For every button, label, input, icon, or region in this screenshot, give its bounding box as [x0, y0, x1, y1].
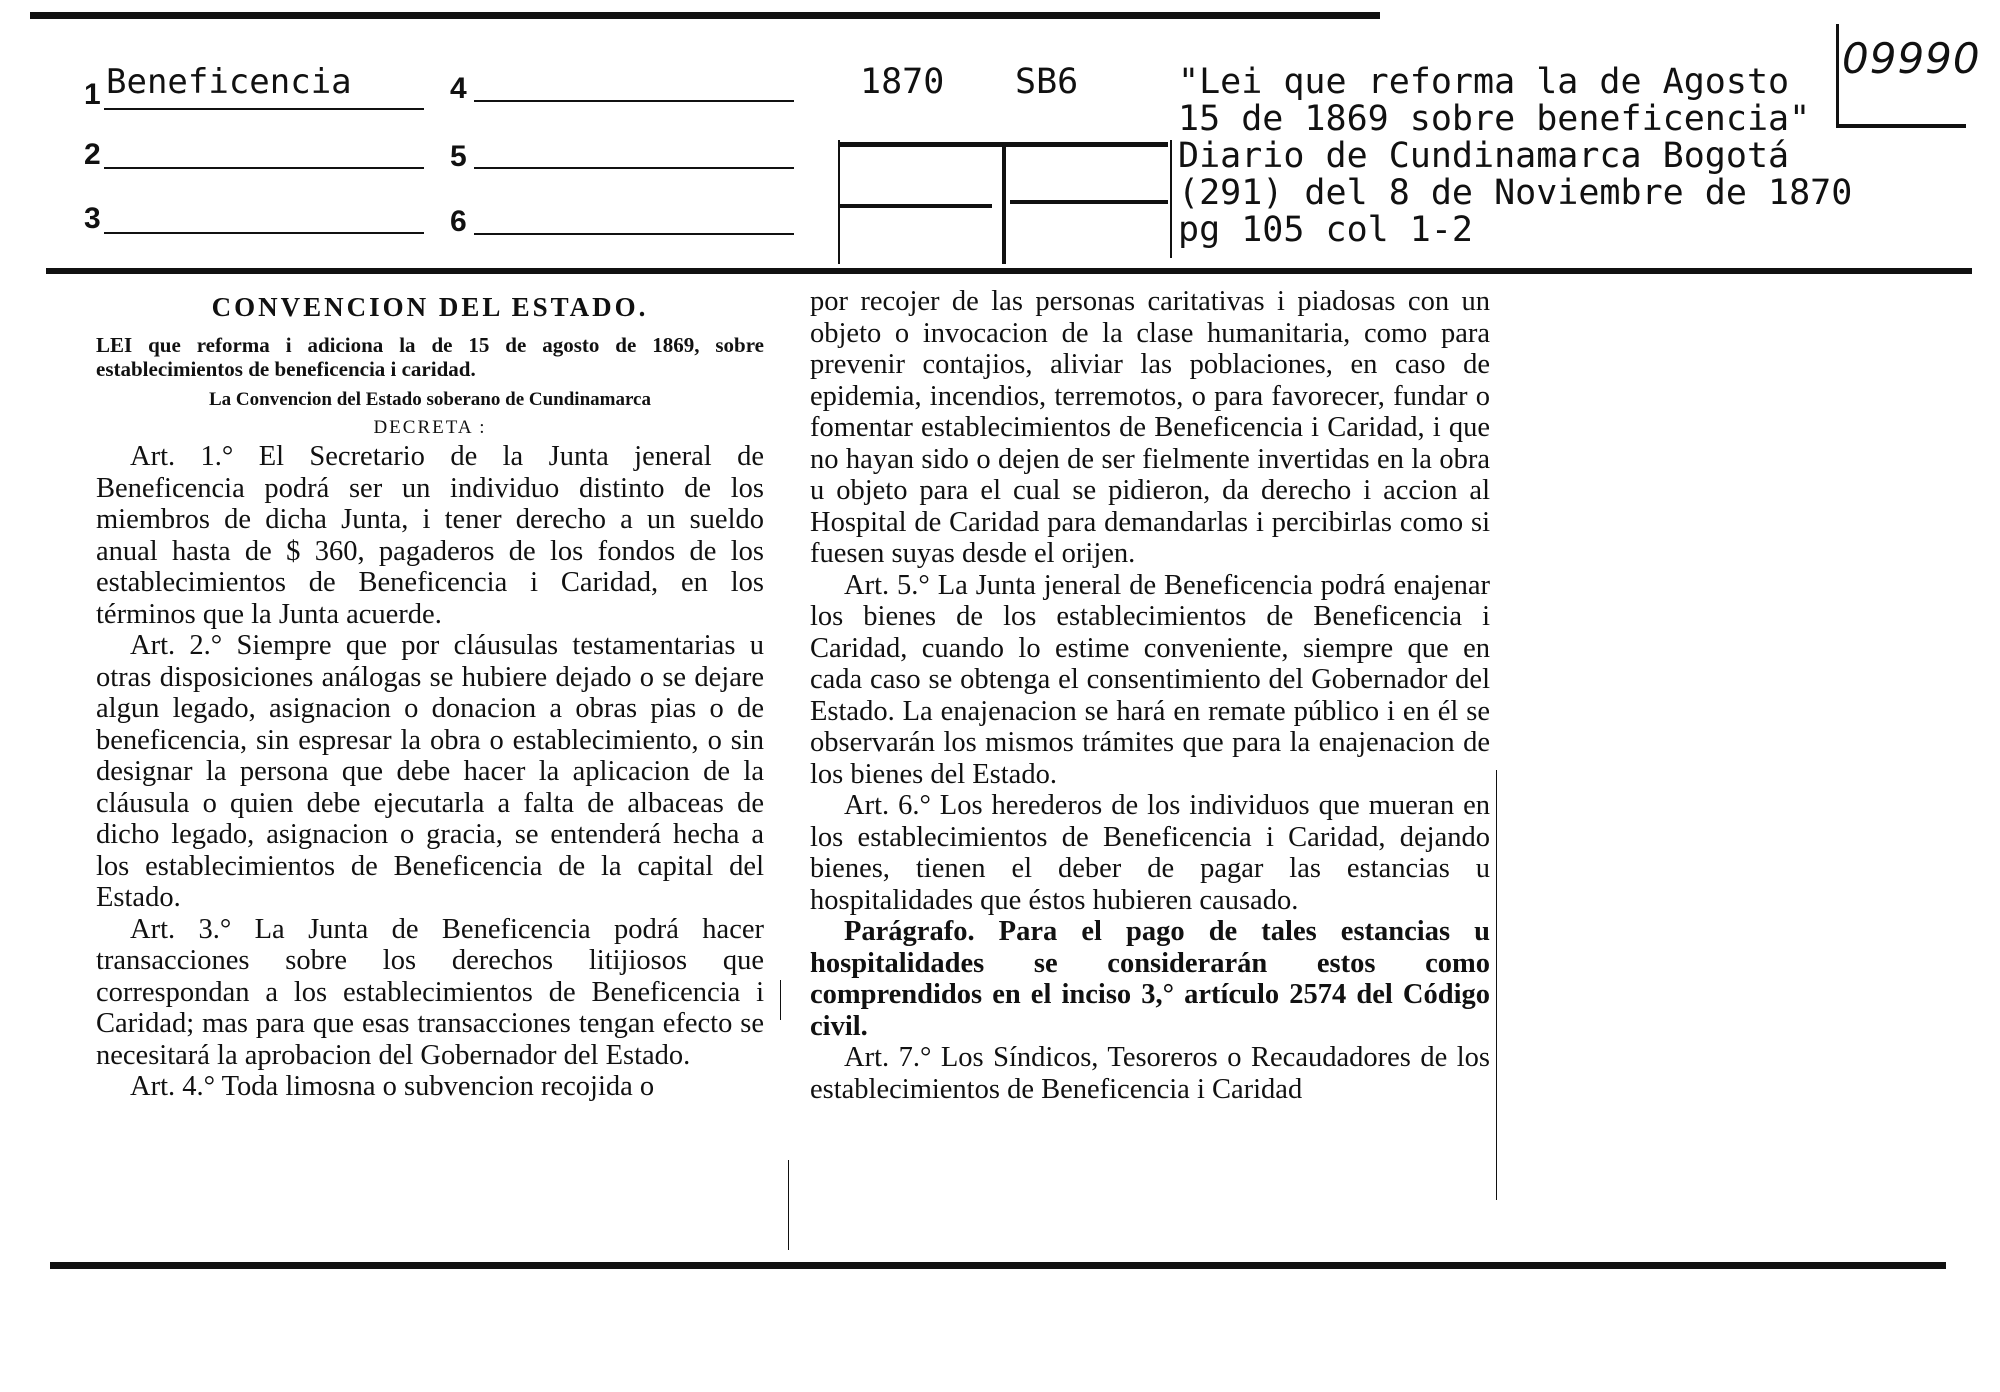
grid-rule-mid-left: [840, 204, 992, 208]
grid-rule-mid-right: [1010, 200, 1168, 204]
article-paragraph: Art. 5.° La Junta jeneral de Beneficencia podrá enajenar los bienes de los establecimientos de Beneficencia i Caridad, cuando lo estime conveniente, siempre que en cada caso se obtenga el consentimiento del Gobernador del Estado. La enajenacion se hará en remate público i en él se observarán los mismos trámites que para la enajenacion de los bienes del Estado.: [810, 569, 1490, 790]
reference-line: (291) del 8 de Noviembre de 1870: [1178, 173, 1853, 213]
article-paragraph: Art. 4.° Toda limosna o subvencion recojida o: [130, 1071, 655, 1102]
field-number: 6: [450, 205, 467, 238]
field-number: 2: [84, 138, 101, 171]
reference-block: [1178, 64, 1852, 249]
card-number-bracket: [1836, 24, 1839, 124]
reference-line: Diario de Cundinamarca Bogotá: [1178, 136, 1790, 176]
card-number-underline: [1836, 124, 1966, 128]
field-line: [104, 232, 424, 234]
issuing-body: La Convencion del Estado soberano de Cundinamarca: [209, 389, 651, 410]
field-line: [104, 167, 424, 169]
article-paragraph: Art. 2.° Siempre que por cláusulas testamentarias u otras disposiciones análogas se hubiere dejado o se dejare algun legado, asignacion o donacion a obras pias o de beneficencia, sin espresar la obra o establecimiento, o sin designar la persona que debe hacer la aplicacion de la cláusula o quien debe ejecutarla a falta de albaceas de dicho legado, asignacion o gracia, se entenderá hecha a los establecimientos de Beneficencia de la capital del Estado.: [96, 630, 764, 913]
reference-line: 15 de 1869 sobre beneficencia": [1178, 99, 1811, 139]
field-value-subject: Beneficencia: [106, 62, 352, 102]
field-line: [474, 233, 794, 235]
reference-line: pg 105 col 1-2: [1178, 210, 1474, 250]
article-column-2: [810, 286, 1490, 1105]
bottom-border-rule: [50, 1262, 1946, 1269]
grid-left-edge: [838, 140, 840, 264]
law-title: LEI que reforma i adiciona la de 15 de agosto de 1869, sobre establecimientos de beneficencia i caridad.: [96, 333, 764, 381]
field-number: 3: [84, 202, 101, 235]
field-line: [474, 100, 794, 102]
field-line: [474, 167, 794, 169]
field-number: 5: [450, 140, 467, 173]
field-number: 1: [84, 78, 101, 111]
column-gutter-rule: [780, 980, 781, 1020]
article-paragraph: Art. 7.° Los Síndicos, Tesoreros o Recaudadores de los establecimientos de Beneficencia i Caridad: [810, 1042, 1490, 1105]
record-year: 1870: [860, 62, 945, 102]
top-border-rule: [30, 12, 1380, 19]
field-line: [104, 108, 424, 110]
grid-right-edge: [1170, 140, 1172, 258]
grid-divider: [1002, 144, 1006, 264]
record-code: SB6: [1015, 62, 1079, 102]
card-number: 09990: [1842, 34, 1981, 83]
field-number: 4: [450, 72, 467, 105]
article-paragraph: Art. 3.° La Junta de Beneficencia podrá hacer transacciones sobre los derechos litijiosos que correspondan a los establecimientos de Beneficencia i Caridad; mas para que esas transacciones tengan efecto se necesitará la aprobacion del Gobernador del Estado.: [96, 913, 764, 1071]
article-paragraph: Parágrafo. Para el pago de tales estancias u hospitalidades se considerarán estos como comprendidos en el inciso 3,° artículo 2574 del Código civil.: [810, 916, 1490, 1042]
decree-label: DECRETA :: [373, 417, 487, 438]
header-separator-rule: [46, 268, 1972, 274]
article-paragraph: Art. 1.° El Secretario de la Junta jeneral de Beneficencia podrá ser un individuo distinto de los miembros de dicha Junta, i tener derecho a un sueldo anual hasta de $ 360, pagaderos de los fondos de los establecimientos de Beneficencia i Caridad, en los términos que la Junta acuerde.: [96, 441, 764, 630]
article-paragraph: Art. 6.° Los herederos de los individuos que mueran en los establecimientos de Beneficencia i Caridad, dejando bienes, tienen el deber de pagar las estancias u hospitalidades que éstos hubieren causado.: [810, 790, 1490, 916]
reference-line: "Lei que reforma la de Agosto: [1178, 62, 1790, 102]
article-paragraph: por recojer de las personas caritativas i piadosas con un objeto o invocacion de la clase humanitaria, como para prevenir contajios, aliviar las poblaciones, en caso de epidemia, incendios, terremotos, o para favorecer, fundar o fomentar establecimientos de Beneficencia i Caridad, i que no hayan sido o dejen de ser fielmente invertidas en la obra u objeto para el cual se pidieron, da derecho i accion al Hospital de Caridad para demandarlas i percibirlas como si fuesen suyas desde el orijen.: [810, 286, 1490, 569]
column-right-rule: [1496, 770, 1497, 1200]
article-column-1: [96, 292, 764, 1103]
column-gutter-rule: [788, 1160, 789, 1250]
article-heading: CONVENCION DEL ESTADO.: [211, 292, 649, 322]
